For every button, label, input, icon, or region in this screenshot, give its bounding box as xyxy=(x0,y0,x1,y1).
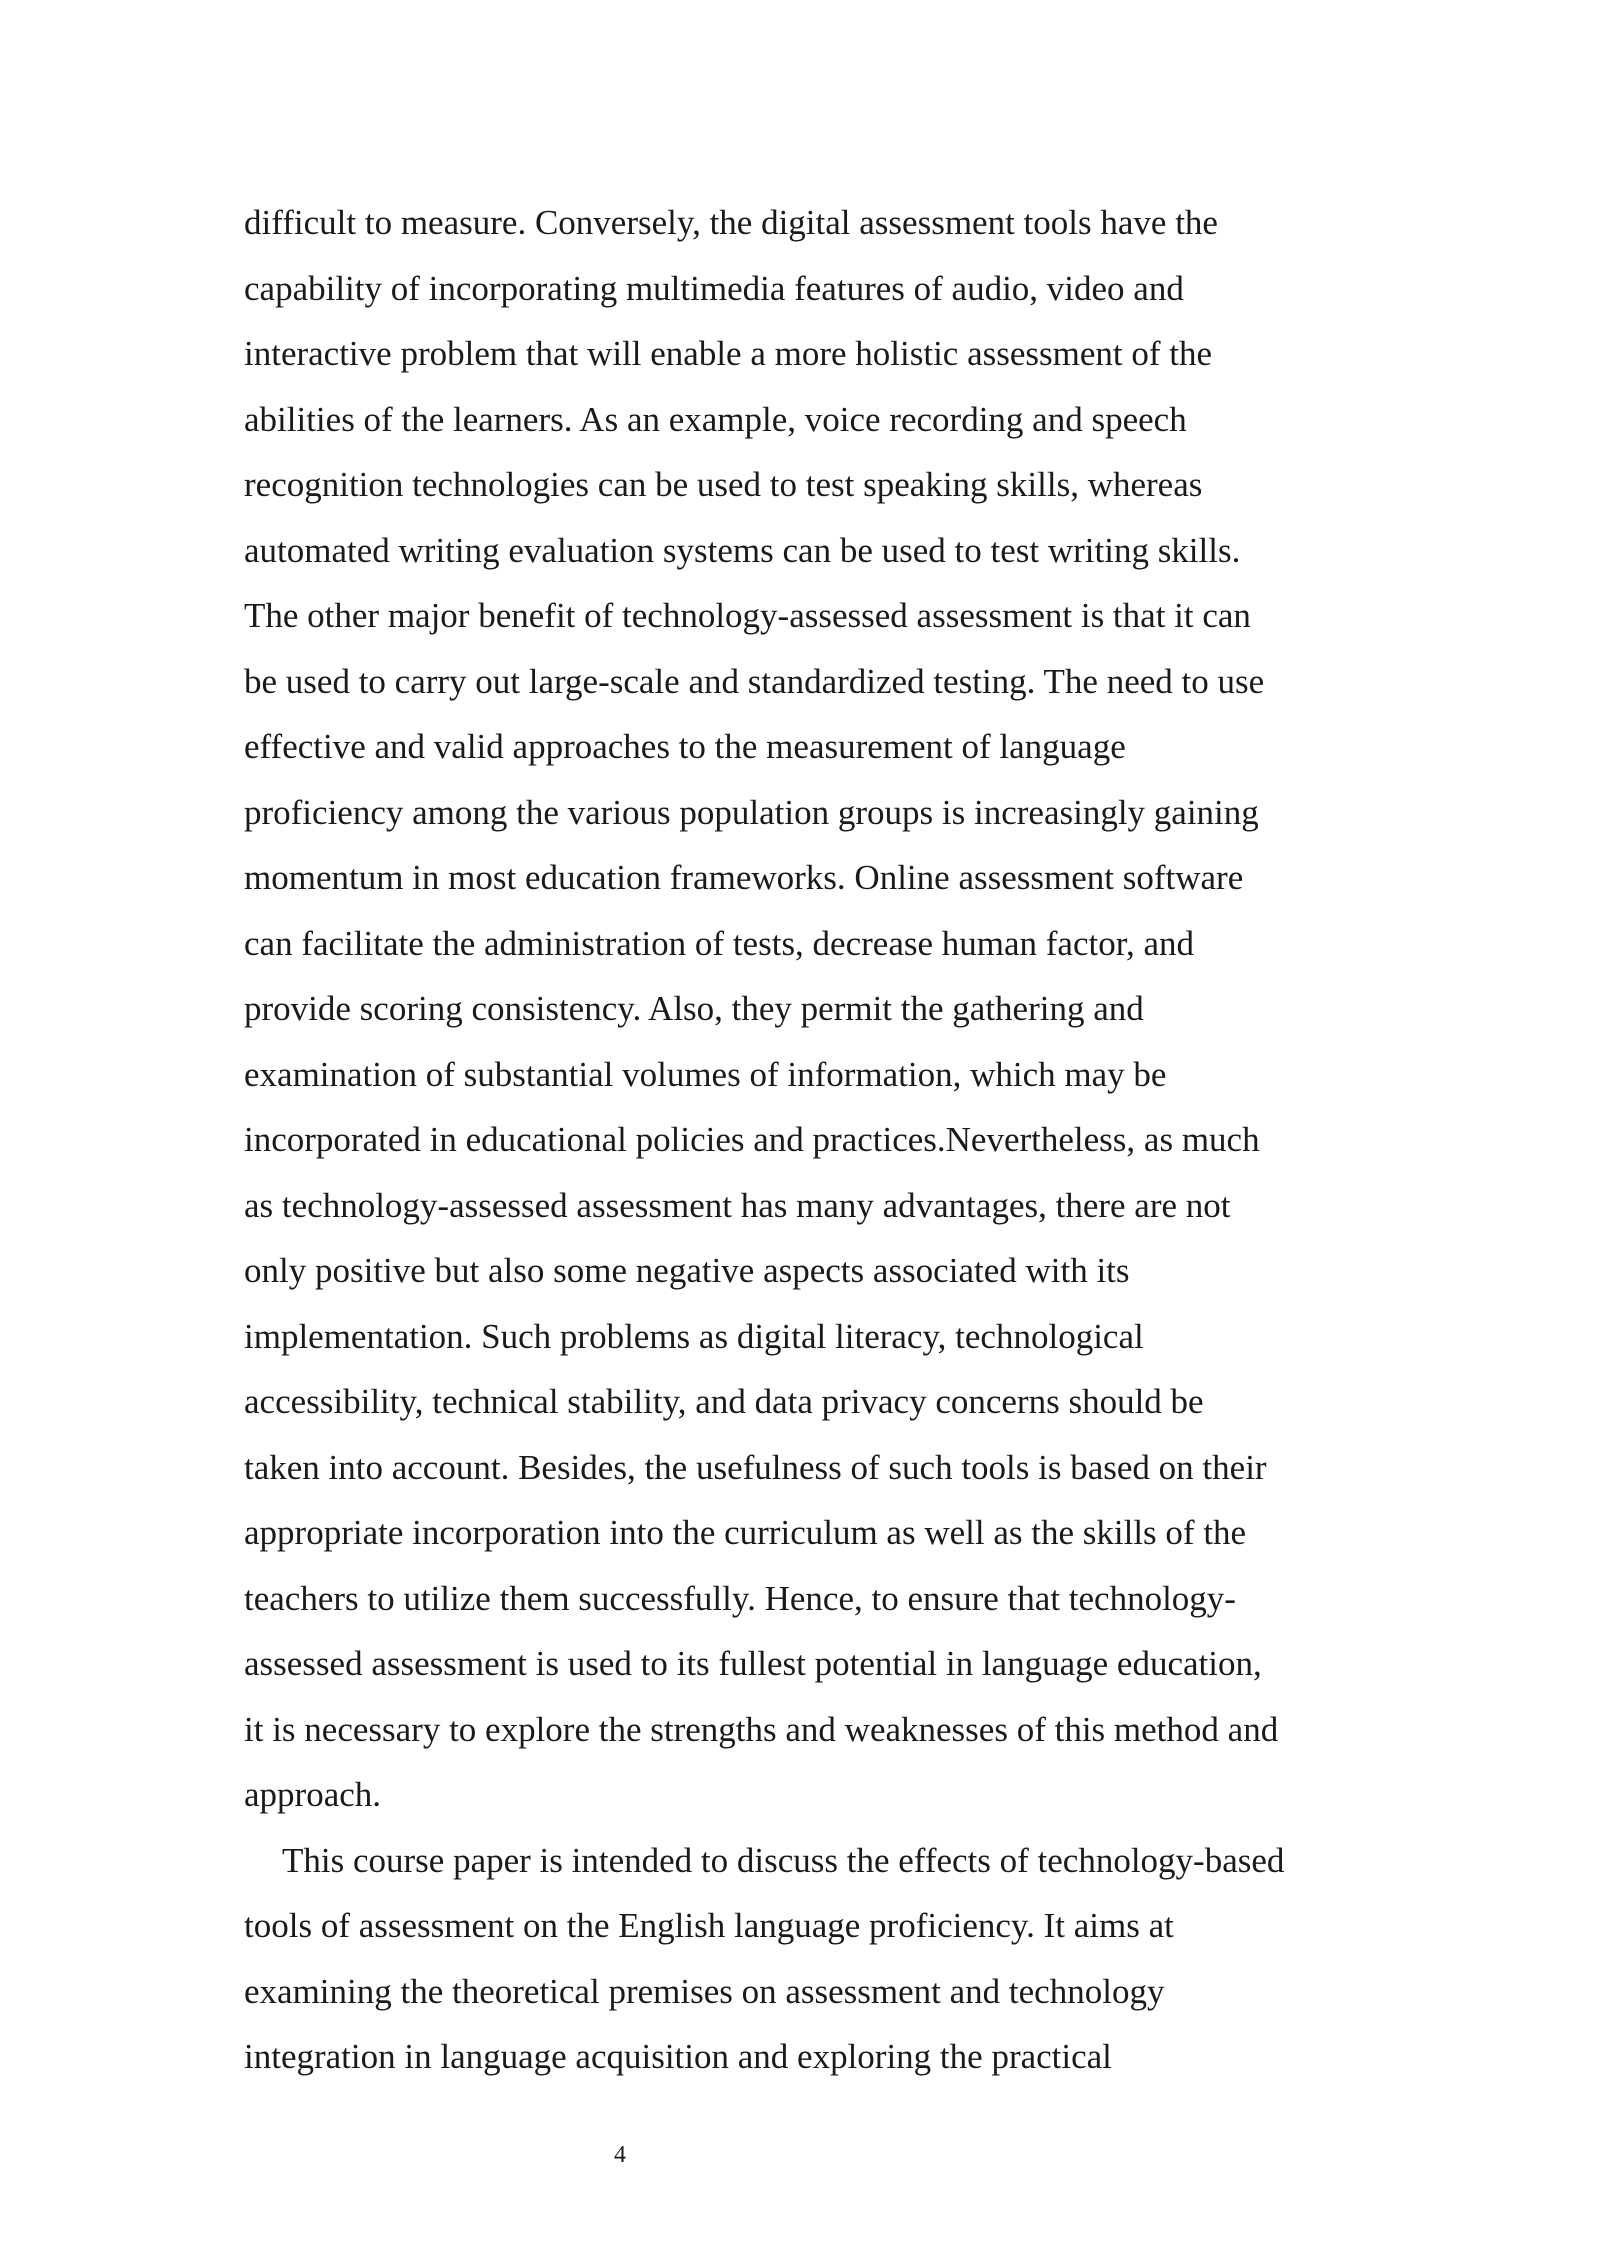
text-line: accessibility, technical stability, and data privacy concerns should be xyxy=(244,1382,1204,1421)
text-line: teachers to utilize them successfully. Hence, to ensure that technology- xyxy=(244,1578,1236,1618)
body-text xyxy=(244,190,1374,2090)
text-line: can facilitate the administration of tests, decrease human factor, and xyxy=(244,923,1195,963)
text-line: approach. xyxy=(244,1775,382,1814)
text-line: assessed assessment is used to its fullest potential in language education, xyxy=(244,1644,1262,1683)
text-line: it is necessary to explore the strengths and weaknesses of this method and xyxy=(244,1709,1279,1749)
text-line: abilities of the learners. As an example, voice recording and speech xyxy=(244,399,1187,439)
text-line: automated writing evaluation systems can be used to test writing skills. xyxy=(244,530,1241,570)
text-line: be used to carry out large-scale and standardized testing. The need to use xyxy=(244,661,1265,701)
paragraph-2 xyxy=(244,1828,1374,2090)
text-line: effective and valid approaches to the measurement of language xyxy=(244,727,1126,766)
text-line: incorporated in educational policies and practices.Nevertheless, as much xyxy=(244,1120,1260,1159)
text-line: taken into account. Besides, the usefulness of such tools is based on their xyxy=(244,1447,1267,1487)
text-line: capability of incorporating multimedia features of audio, video and xyxy=(244,268,1184,308)
text-line: provide scoring consistency. Also, they permit the gathering and xyxy=(244,989,1144,1028)
page-number: 4 xyxy=(614,2142,626,2168)
text-line: The other major benefit of technology-assessed assessment is that it can xyxy=(244,596,1251,635)
text-line: examination of substantial volumes of information, which may be xyxy=(244,1054,1167,1094)
text-line: only positive but also some negative aspects associated with its xyxy=(244,1251,1130,1290)
text-line: proficiency among the various population groups is increasingly gaining xyxy=(244,792,1259,832)
text-line: interactive problem that will enable a more holistic assessment of the xyxy=(244,334,1213,373)
text-line: tools of assessment on the English language proficiency. It aims at xyxy=(244,1906,1174,1945)
text-line: examining the theoretical premises on assessment and technology xyxy=(244,1971,1165,2011)
text-line: difficult to measure. Conversely, the digital assessment tools have the xyxy=(244,203,1218,242)
text-line: integration in language acquisition and exploring the practical xyxy=(244,2037,1112,2076)
paragraph-1 xyxy=(244,190,1374,1828)
text-line: momentum in most education frameworks. Online assessment software xyxy=(244,858,1244,897)
text-line: appropriate incorporation into the curriculum as well as the skills of the xyxy=(244,1513,1247,1552)
text-line: as technology-assessed assessment has many advantages, there are not xyxy=(244,1185,1231,1225)
text-line: implementation. Such problems as digital literacy, technological xyxy=(244,1316,1144,1356)
text-line: recognition technologies can be used to test speaking skills, whereas xyxy=(244,465,1203,504)
text-line: This course paper is intended to discuss the effects of technology-based xyxy=(282,1840,1285,1880)
